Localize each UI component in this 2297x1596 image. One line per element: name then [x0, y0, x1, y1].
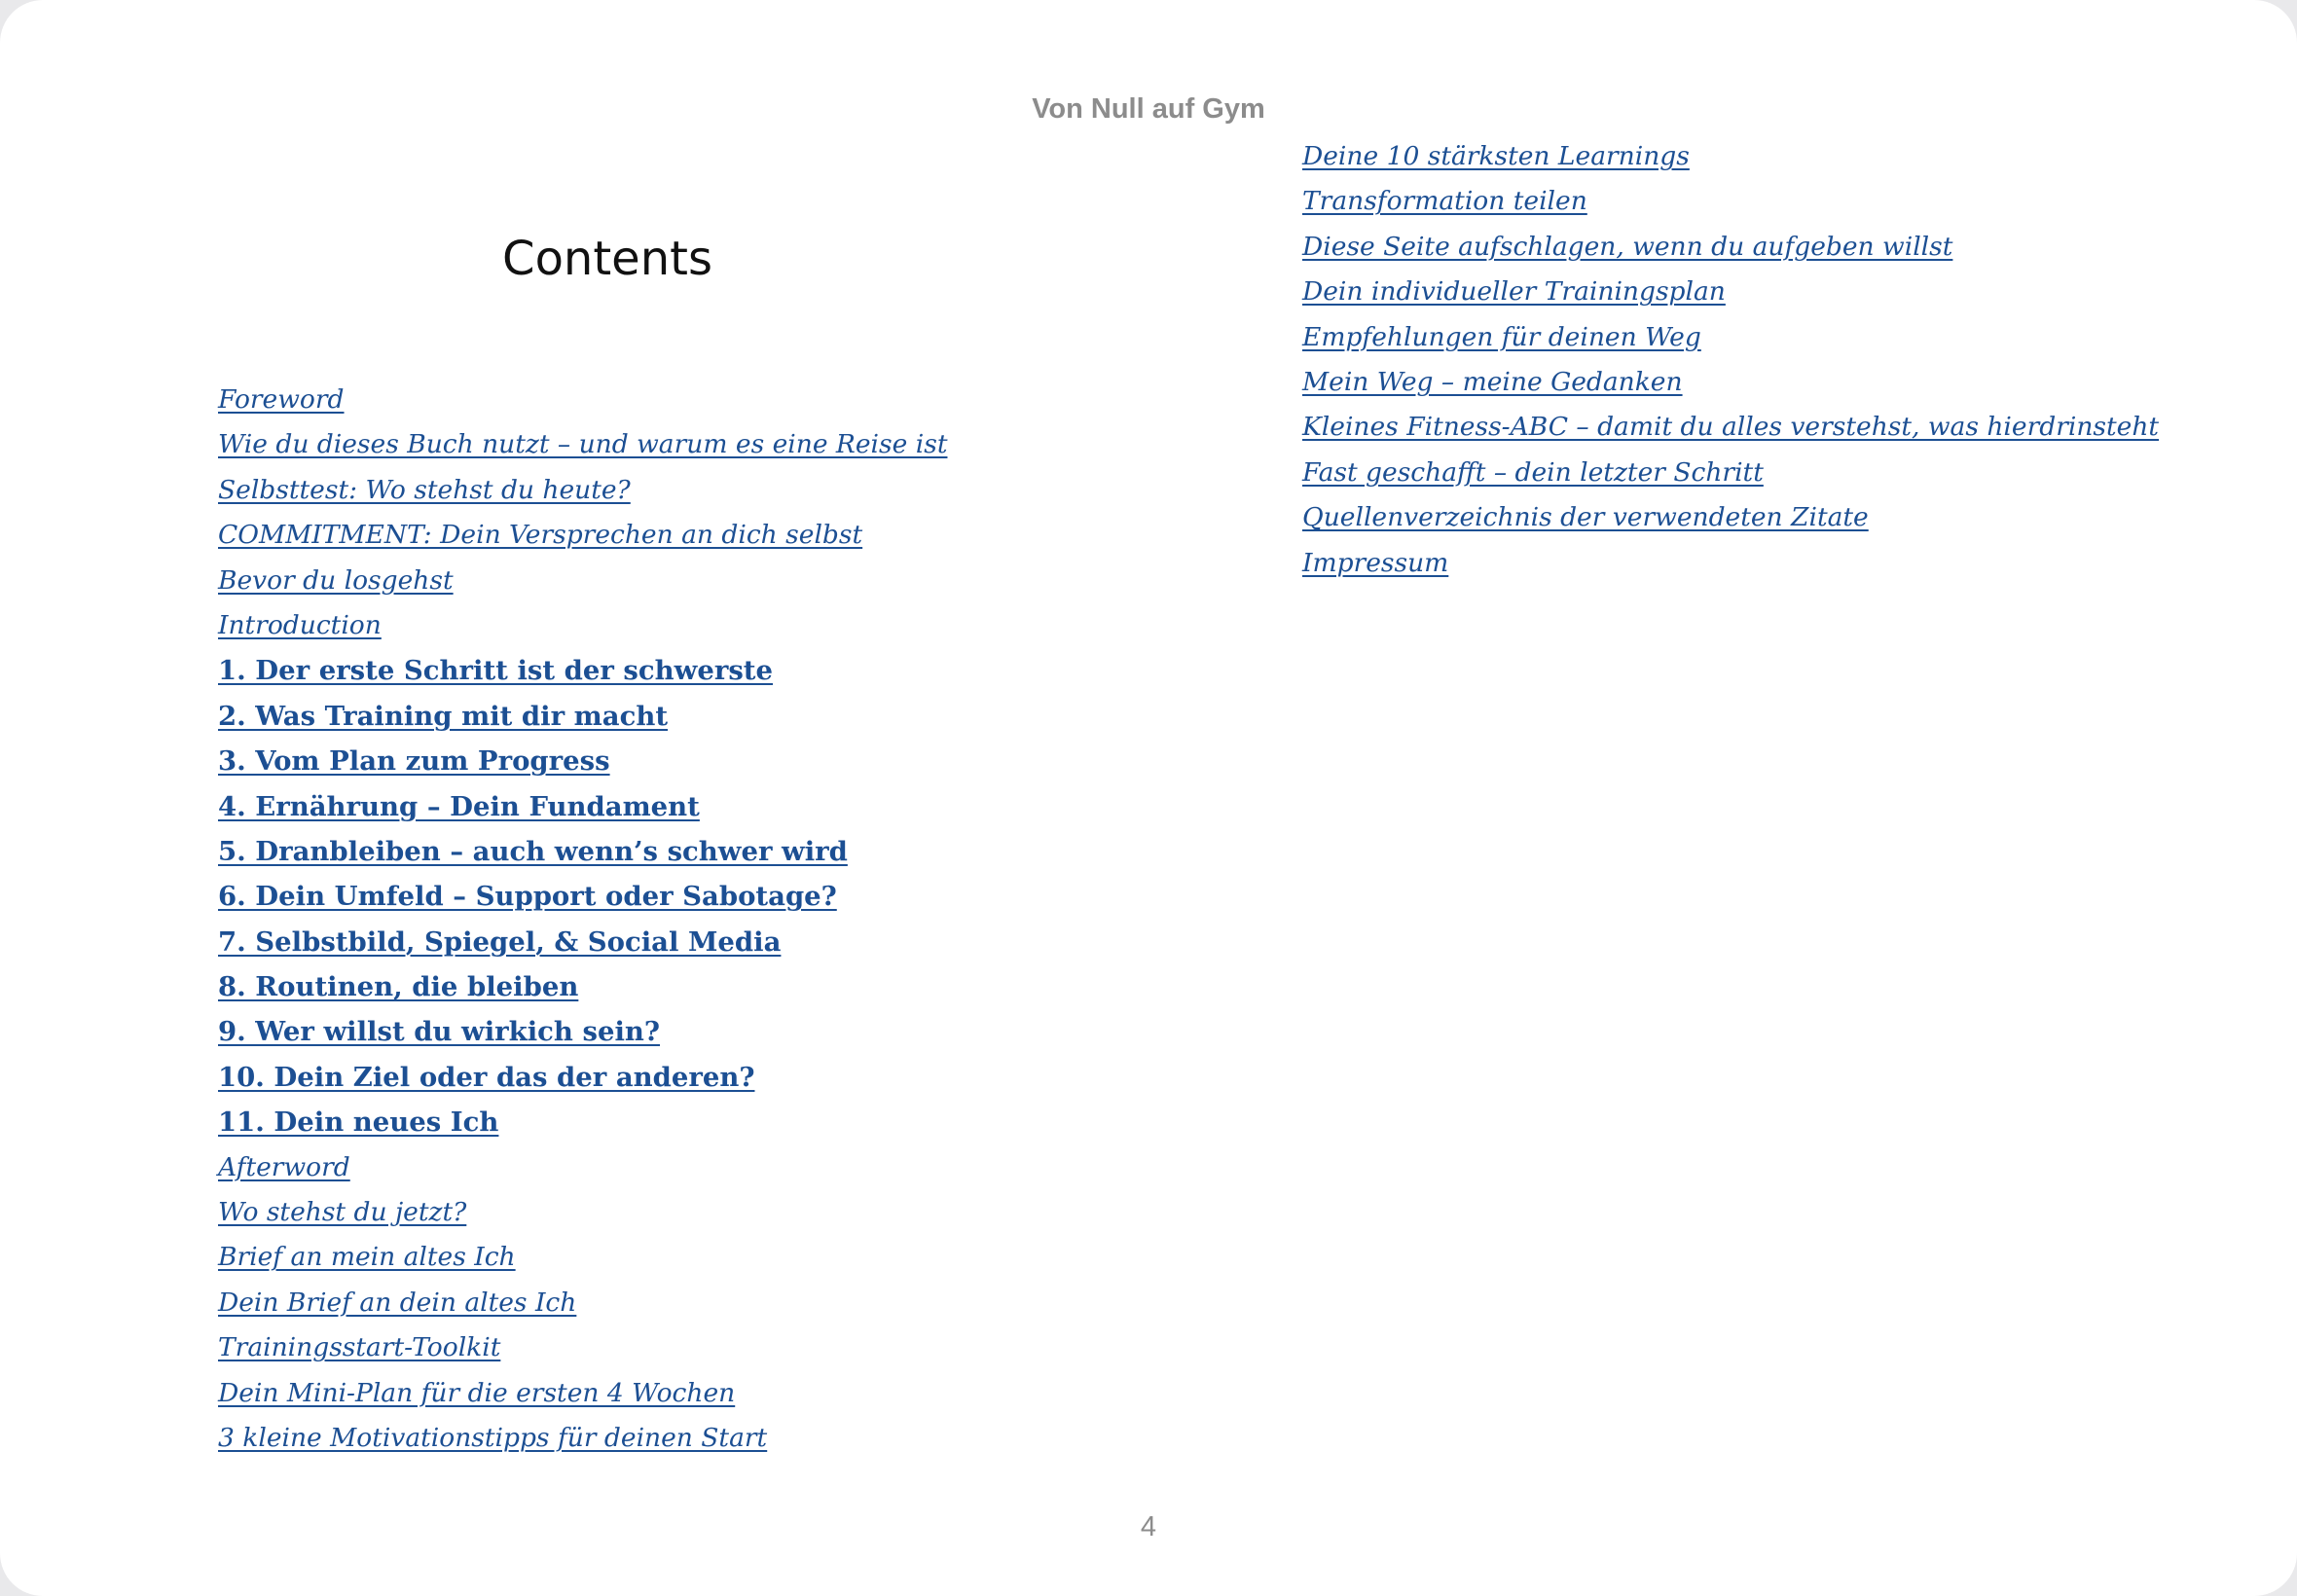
toc-item: [1302, 315, 2159, 360]
toc-item: [218, 559, 947, 603]
toc-link[interactable]: Foreword: [218, 384, 345, 415]
toc-link[interactable]: Selbsttest: Wo stehst du heute?: [218, 474, 631, 505]
toc-item: [218, 1416, 947, 1461]
toc-item: [1302, 134, 2159, 179]
contents-title: Contents: [502, 232, 712, 286]
toc-link[interactable]: 11. Dein neues Ich: [218, 1106, 499, 1139]
toc-link[interactable]: 7. Selbstbild, Spiegel, & Social Media: [218, 925, 782, 958]
toc-item: [1302, 179, 2159, 224]
toc-link[interactable]: 2. Was Training mit dir macht: [218, 700, 669, 732]
toc-link[interactable]: Impressum: [1302, 547, 1449, 578]
toc-item: [218, 1055, 947, 1100]
toc-link[interactable]: Kleines Fitness-ABC – damit du alles verstehst, was hierdrinsteht: [1302, 412, 2160, 443]
toc-link[interactable]: 8. Routinen, die bleiben: [218, 971, 579, 1003]
toc-link[interactable]: Dein Mini-Plan für die ersten 4 Wochen: [218, 1377, 736, 1408]
toc-item: [1302, 495, 2159, 540]
toc-left-column: [218, 378, 947, 1461]
toc-link[interactable]: Trainingsstart-Toolkit: [218, 1332, 501, 1363]
toc-link[interactable]: Fast geschafft – dein letzter Schritt: [1302, 456, 1764, 488]
toc-link[interactable]: 3 kleine Motivationstipps für deinen Start: [218, 1422, 768, 1453]
toc-link[interactable]: Mein Weg – meine Gedanken: [1302, 366, 1683, 397]
toc-item: [218, 1100, 947, 1144]
page-number: 4: [1140, 1511, 1157, 1542]
toc-item: [1302, 405, 2159, 450]
toc-link[interactable]: Deine 10 stärksten Learnings: [1302, 141, 1690, 171]
toc-link[interactable]: 10. Dein Ziel oder das der anderen?: [218, 1061, 755, 1093]
toc-item: [218, 739, 947, 783]
toc-item: [1302, 225, 2159, 270]
toc-item: [1302, 541, 2159, 586]
toc-item: [1302, 360, 2159, 405]
toc-item: [218, 1281, 947, 1325]
toc-link[interactable]: Wo stehst du jetzt?: [218, 1197, 467, 1228]
toc-item: [218, 1371, 947, 1416]
toc-item: [218, 1009, 947, 1054]
toc-item: [218, 829, 947, 874]
toc-link[interactable]: 9. Wer willst du wirkich sein?: [218, 1016, 661, 1048]
toc-link[interactable]: 6. Dein Umfeld – Support oder Sabotage?: [218, 881, 837, 913]
toc-item: [218, 920, 947, 964]
toc-item: [1302, 270, 2159, 314]
toc-item: [218, 694, 947, 739]
toc-right-column: [1302, 134, 2159, 586]
toc-item: [218, 1145, 947, 1190]
toc-link[interactable]: 4. Ernährung – Dein Fundament: [218, 790, 700, 822]
toc-item: [218, 648, 947, 693]
toc-item: [218, 784, 947, 829]
toc-item: [218, 422, 947, 467]
toc-item: [218, 378, 947, 422]
toc-link[interactable]: Quellenverzeichnis der verwendeten Zitate: [1302, 502, 1869, 533]
running-header: Von Null auf Gym: [1032, 93, 1265, 125]
toc-item: [218, 513, 947, 558]
toc-item: [218, 874, 947, 919]
toc-link[interactable]: Dein individueller Trainingsplan: [1302, 276, 1726, 308]
toc-link[interactable]: COMMITMENT: Dein Versprechen an dich selbst: [218, 520, 863, 551]
toc-link[interactable]: Brief an mein altes Ich: [218, 1242, 516, 1273]
toc-item: [218, 1235, 947, 1280]
toc-link[interactable]: Afterword: [218, 1151, 350, 1182]
toc-item: [218, 603, 947, 648]
toc-link[interactable]: Diese Seite aufschlagen, wenn du aufgeben willst: [1302, 231, 1953, 262]
toc-link[interactable]: Transformation teilen: [1302, 186, 1587, 217]
toc-link[interactable]: Dein Brief an dein altes Ich: [218, 1287, 577, 1318]
toc-link[interactable]: 3. Vom Plan zum Progress: [218, 745, 610, 778]
toc-item: [218, 468, 947, 513]
toc-link[interactable]: Empfehlungen für deinen Weg: [1302, 321, 1701, 352]
toc-link[interactable]: Introduction: [218, 609, 382, 640]
toc-item: [218, 1325, 947, 1370]
toc-item: [1302, 451, 2159, 495]
toc-item: [218, 964, 947, 1009]
toc-link[interactable]: Bevor du losgehst: [218, 564, 454, 596]
toc-link[interactable]: 1. Der erste Schritt ist der schwerste: [218, 655, 773, 687]
toc-item: [218, 1190, 947, 1235]
toc-link[interactable]: Wie du dieses Buch nutzt – und warum es eine Reise ist: [218, 429, 948, 460]
toc-link[interactable]: 5. Dranbleiben – auch wenn’s schwer wird: [218, 835, 848, 867]
